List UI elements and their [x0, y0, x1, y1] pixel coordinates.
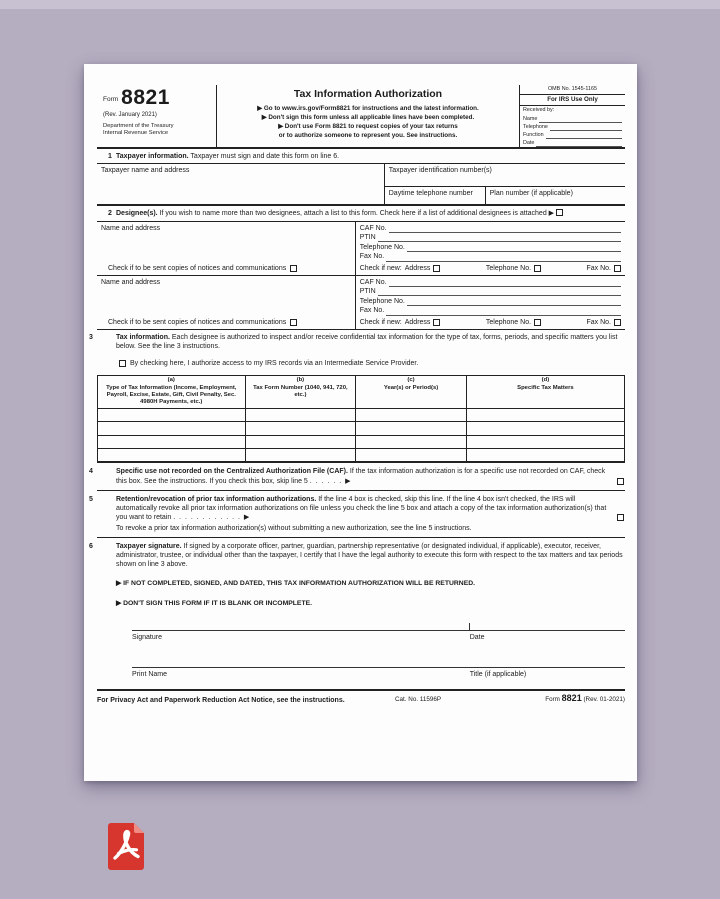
form-title: Tax Information Authorization — [293, 88, 443, 100]
col-c-letter: (c) — [407, 377, 415, 384]
col-a-letter: (a) — [167, 377, 175, 384]
designee1-name-address-label: Name and address — [101, 225, 161, 233]
line6-paragraph — [89, 538, 625, 610]
designee2-copies-checkbox[interactable] — [290, 319, 297, 326]
designee1-new-address-label: Address — [404, 264, 431, 272]
line1-number: 1 — [108, 152, 112, 160]
designee2-caf-label: CAF No. — [359, 278, 387, 286]
line4-checkbox[interactable] — [617, 478, 624, 485]
omb-telephone-label: Telephone — [523, 123, 548, 130]
omb-name-field[interactable] — [539, 117, 622, 123]
form-number: 8821 — [121, 86, 170, 109]
designee2-check-new-label: Check if new: — [359, 318, 402, 326]
line6-number: 6 — [89, 542, 93, 550]
irs-use-only-label: For IRS Use Only — [520, 95, 625, 106]
designee1-check-new-label: Check if new: — [359, 264, 402, 272]
omb-function-field[interactable] — [546, 133, 622, 139]
additional-designees-checkbox[interactable] — [556, 209, 563, 216]
form-footer — [97, 689, 625, 705]
line1-heading-bold: Taxpayer information. — [116, 152, 189, 160]
line5-heading-text: If the line 4 box is checked, skip this line. If the line 4 box isn't checked, the IRS will automatically revoke all prior tax information authorizations on file unless you check the line 5 box and attach a copy of the tax information authorization(s) that you want to retain — [116, 495, 607, 522]
designee2-fax-label: Fax No. — [359, 307, 385, 315]
col-a-label: Type of Tax Information (Income, Employment, Payroll, Excise, Estate, Gift, Civil Penalty, Sec. 4980H Payments, etc.) — [106, 384, 237, 406]
designee1-ptin-label: PTIN — [359, 234, 376, 242]
omb-date-label: Date — [523, 140, 535, 147]
line1-heading — [97, 149, 625, 164]
designee2-new-address-checkbox[interactable] — [433, 319, 440, 326]
designee2-new-fax-checkbox[interactable] — [614, 319, 621, 326]
privacy-act-notice: For Privacy Act and Paperwork Reduction Act Notice, see the instructions. — [97, 696, 345, 704]
designee2-new-telephone-label: Telephone No. — [485, 318, 532, 326]
signature-block — [132, 609, 625, 678]
line5-checkbox[interactable] — [617, 514, 624, 521]
line5-note: To revoke a prior tax information authorization(s) without submitting a new authorization, see the line 5 instructions. — [116, 524, 472, 532]
table-cell[interactable] — [245, 435, 356, 449]
header-bullet-1: ▶ Go to www.irs.gov/Form8821 for instructions and the latest information. — [257, 104, 479, 112]
line4-heading-text: If the tax information authorization is for a specific use not recorded on CAF, check this box. See the instructions. If you check this box, skip line 5 — [116, 468, 606, 485]
line5-heading-bold: Retention/revocation of prior tax information authorizations. — [116, 495, 317, 503]
table-cell[interactable] — [466, 449, 624, 463]
table-cell[interactable] — [356, 435, 467, 449]
table-header-a — [98, 376, 246, 409]
col-d-letter: (d) — [541, 377, 550, 384]
form-revision: (Rev. January 2021) — [103, 111, 157, 118]
line2-heading — [97, 206, 625, 222]
line3-number: 3 — [89, 333, 93, 341]
table-header-c — [356, 376, 467, 409]
taxpayer-name-address-field[interactable] — [97, 164, 385, 204]
title-label: Title (if applicable) — [469, 670, 527, 678]
designee1-fax-label: Fax No. — [359, 253, 385, 261]
table-cell[interactable] — [98, 408, 246, 422]
daytime-phone-label: Daytime telephone number — [388, 189, 473, 197]
line5-number: 5 — [89, 495, 93, 503]
signature-label: Signature — [132, 633, 162, 641]
designee1-copies-label: Check if to be sent copies of notices and communications — [108, 264, 287, 272]
header-bullet-2: ▶ Don't sign this form unless all applicable lines have been completed. — [261, 113, 475, 121]
plan-number-label: Plan number (if applicable) — [489, 189, 573, 197]
table-cell[interactable] — [245, 408, 356, 422]
designee1-telephone-label: Telephone No. — [359, 243, 405, 251]
form-header-left — [97, 85, 217, 147]
line6-heading-bold: Taxpayer signature. — [116, 542, 182, 550]
table-row — [98, 435, 625, 449]
designee1-new-telephone-label: Telephone No. — [485, 264, 532, 272]
line4-dot-leader: . . . . . . ▶ — [309, 477, 352, 485]
footer-form-number: 8821 — [561, 692, 582, 703]
print-name-label: Print Name — [132, 670, 168, 678]
table-cell[interactable] — [245, 449, 356, 463]
pdf-icon — [106, 822, 146, 871]
col-b-label: Tax Form Number (1040, 941, 720, etc.) — [253, 384, 348, 399]
received-by-label: Received by: — [523, 107, 555, 114]
line2-number: 2 — [108, 209, 112, 217]
omb-function-label: Function — [523, 131, 544, 138]
designee2-new-fax-label: Fax No. — [586, 318, 612, 326]
table-cell[interactable] — [356, 408, 467, 422]
form-header — [97, 85, 625, 149]
omb-date-field[interactable] — [536, 141, 622, 147]
table-row — [98, 408, 625, 422]
line4-paragraph — [89, 463, 625, 490]
col-d-label: Specific Tax Matters — [517, 384, 574, 391]
form-content — [89, 85, 625, 705]
pdf-file-icon[interactable] — [106, 822, 146, 871]
designee1-new-fax-checkbox[interactable] — [614, 265, 621, 272]
plan-number-field[interactable] — [486, 187, 625, 205]
line3-heading-bold: Tax information. — [116, 333, 170, 341]
line6-warning-blank: ▶ DON'T SIGN THIS FORM IF IT IS BLANK OR INCOMPLETE. — [116, 600, 313, 608]
designee2-name-address-label: Name and address — [101, 279, 161, 287]
line1-heading-text: Taxpayer must sign and date this form on line 6. — [188, 152, 340, 160]
col-c-label: Year(s) or Period(s) — [383, 384, 439, 391]
taxpayer-tin-field[interactable] — [385, 164, 625, 187]
designee2-new-telephone-checkbox[interactable] — [534, 319, 541, 326]
footer-form-rev: (Rev. 01-2021) — [583, 695, 625, 703]
omb-telephone-field[interactable] — [550, 125, 622, 131]
header-bullet-3: ▶ Don't use Form 8821 to request copies of your tax returns — [278, 123, 458, 131]
isp-checkbox[interactable] — [119, 360, 126, 367]
line5-dot-leader: . . . . . . . . . . . . ▶ — [173, 514, 251, 522]
taxpayer-info-grid — [97, 164, 625, 206]
irs-use-only-box — [519, 85, 625, 147]
designee1-new-telephone-checkbox[interactable] — [534, 265, 541, 272]
tax-information-table — [97, 375, 625, 463]
form-header-center — [217, 85, 519, 147]
line5-paragraph — [89, 491, 625, 538]
catalog-number: Cat. No. 11596P — [395, 696, 442, 704]
taxpayer-right-column — [385, 164, 625, 204]
form-8821-page — [84, 64, 637, 781]
table-row — [98, 422, 625, 436]
isp-authorization-row — [119, 359, 625, 368]
signature-line[interactable] — [132, 609, 625, 631]
designee2-ptin-label: PTIN — [359, 288, 376, 296]
table-cell[interactable] — [466, 408, 624, 422]
table-cell[interactable] — [245, 422, 356, 436]
date-label: Date — [469, 633, 485, 641]
line6-heading-text: If signed by a corporate officer, partner, guardian, partnership representative (or designated individual, if applicable), executor, receiver, administrator, trustee, or individual other than the taxpayer, I certify that I have the legal authority to execute this form with respect to the tax matters and tax periods shown on line 3 above. — [116, 542, 623, 569]
designee2-telephone-label: Telephone No. — [359, 297, 405, 305]
designee1-copies-checkbox[interactable] — [290, 265, 297, 272]
form-word: Form — [103, 96, 119, 104]
designee-block-1 — [97, 222, 625, 276]
designee-block-2 — [97, 276, 625, 330]
signature-date-divider — [469, 623, 470, 630]
taxpayer-name-address-label: Taxpayer name and address — [101, 167, 190, 175]
table-cell[interactable] — [356, 422, 467, 436]
table-cell[interactable] — [98, 449, 246, 463]
line2-heading-text: If you wish to name more than two designees, attach a list to this form. Check here if a list of additional designees is attached ▶ — [157, 209, 555, 217]
line2-heading-bold: Designee(s). — [116, 209, 158, 217]
omb-name-label: Name — [523, 115, 538, 122]
dept-treasury: Department of the Treasury — [103, 122, 174, 129]
header-bullet-4: or to authorize someone to represent you. See instructions. — [278, 132, 458, 140]
designee1-new-fax-label: Fax No. — [586, 264, 612, 272]
table-cell[interactable] — [466, 435, 624, 449]
daytime-phone-field[interactable] — [385, 187, 486, 205]
line3-heading-text: Each designee is authorized to inspect and/or receive confidential tax information for the type of tax, forms, periods, and specific matters you list below. See the line 3 instructions. — [116, 333, 618, 350]
designee2-new-address-label: Address — [404, 318, 431, 326]
line4-number: 4 — [89, 468, 93, 476]
designee1-new-address-checkbox[interactable] — [433, 265, 440, 272]
table-header-d — [466, 376, 624, 409]
table-cell[interactable] — [98, 435, 246, 449]
col-b-letter: (b) — [296, 377, 305, 384]
designee2-copies-label: Check if to be sent copies of notices and communications — [108, 318, 287, 326]
omb-number: OMB No. 1545-1165 — [520, 85, 625, 95]
table-header-b — [245, 376, 356, 409]
footer-form-word: Form — [545, 695, 560, 703]
isp-checkbox-label: By checking here, I authorize access to my IRS records via an Intermediate Service Provider. — [130, 360, 419, 368]
table-cell[interactable] — [466, 422, 624, 436]
table-cell[interactable] — [98, 422, 246, 436]
footer-form-id — [515, 693, 625, 705]
line6-warning-returned: ▶ IF NOT COMPLETED, SIGNED, AND DATED, THIS TAX INFORMATION AUTHORIZATION WILL BE RETURNED. — [116, 580, 476, 588]
table-cell[interactable] — [356, 449, 467, 463]
dept-irs: Internal Revenue Service — [103, 129, 169, 136]
table-row — [98, 449, 625, 463]
designee1-caf-label: CAF No. — [359, 224, 387, 232]
print-name-line[interactable] — [132, 642, 625, 668]
line4-heading-bold: Specific use not recorded on the Centralized Authorization File (CAF). — [116, 468, 348, 476]
taxpayer-tin-label: Taxpayer identification number(s) — [388, 167, 492, 175]
line3-heading — [89, 330, 625, 353]
